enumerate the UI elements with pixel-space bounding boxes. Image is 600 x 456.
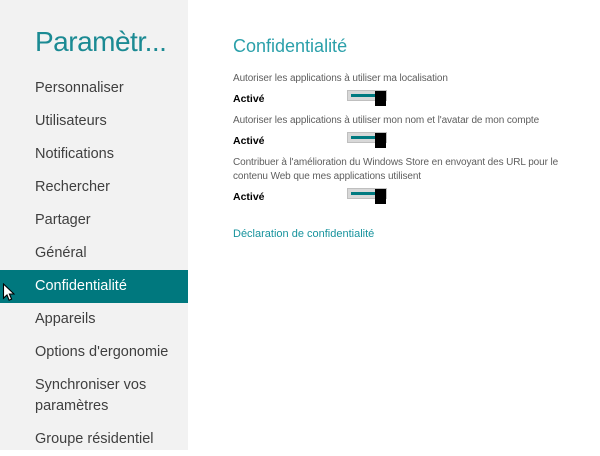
- toggle-knob: [375, 189, 386, 204]
- setting-name-avatar: [233, 114, 593, 147]
- sidebar-item-groupe-residentiel[interactable]: Groupe résidentiel: [35, 431, 154, 447]
- setting-name-avatar-state: Activé: [233, 135, 265, 147]
- setting-location-label: Autoriser les applications à utiliser ma localisation: [233, 73, 448, 84]
- setting-store-urls-state: Activé: [233, 191, 265, 203]
- sidebar-title: Paramètr...: [35, 26, 167, 57]
- privacy-settings-panel: [233, 0, 600, 242]
- sidebar-item-synchroniser[interactable]: Synchroniser vos paramètres: [35, 377, 147, 414]
- sidebar-item-utilisateurs[interactable]: Utilisateurs: [35, 113, 107, 129]
- sidebar-item-confidentialite[interactable]: Confidentialité: [0, 270, 188, 303]
- sidebar-item-options-ergonomie[interactable]: Options d'ergonomie: [35, 344, 169, 360]
- sidebar-item-general[interactable]: Général: [35, 245, 87, 261]
- sidebar-item-notifications[interactable]: Notifications: [35, 146, 114, 162]
- setting-name-avatar-label: Autoriser les applications à utiliser mon nom et l'avatar de mon compte: [233, 115, 540, 126]
- setting-location-row: [233, 89, 593, 105]
- sidebar-item-rechercher[interactable]: Rechercher: [35, 179, 110, 195]
- toggle-knob: [375, 91, 386, 106]
- setting-store-urls-row: [233, 187, 593, 203]
- setting-store-urls: [233, 156, 593, 203]
- privacy-statement-link[interactable]: Déclaration de confidentialité: [233, 228, 375, 240]
- settings-nav: [0, 72, 188, 456]
- setting-store-urls-label: Contribuer à l'amélioration du Windows Store en envoyant des URL pour le contenu Web que mes applications utilisent: [233, 157, 559, 182]
- page-title: Confidentialité: [233, 36, 348, 56]
- settings-sidebar: [0, 0, 188, 450]
- name-avatar-toggle[interactable]: [348, 133, 386, 142]
- setting-location-state: Activé: [233, 93, 265, 105]
- sidebar-item-partager[interactable]: Partager: [35, 212, 91, 228]
- toggle-knob: [375, 133, 386, 148]
- sidebar-item-appareils[interactable]: Appareils: [35, 311, 96, 327]
- store-urls-toggle[interactable]: [348, 189, 386, 198]
- location-toggle[interactable]: [348, 91, 386, 100]
- sidebar-item-personnaliser[interactable]: Personnaliser: [35, 80, 124, 96]
- setting-name-avatar-row: [233, 131, 593, 147]
- setting-location: [233, 72, 593, 105]
